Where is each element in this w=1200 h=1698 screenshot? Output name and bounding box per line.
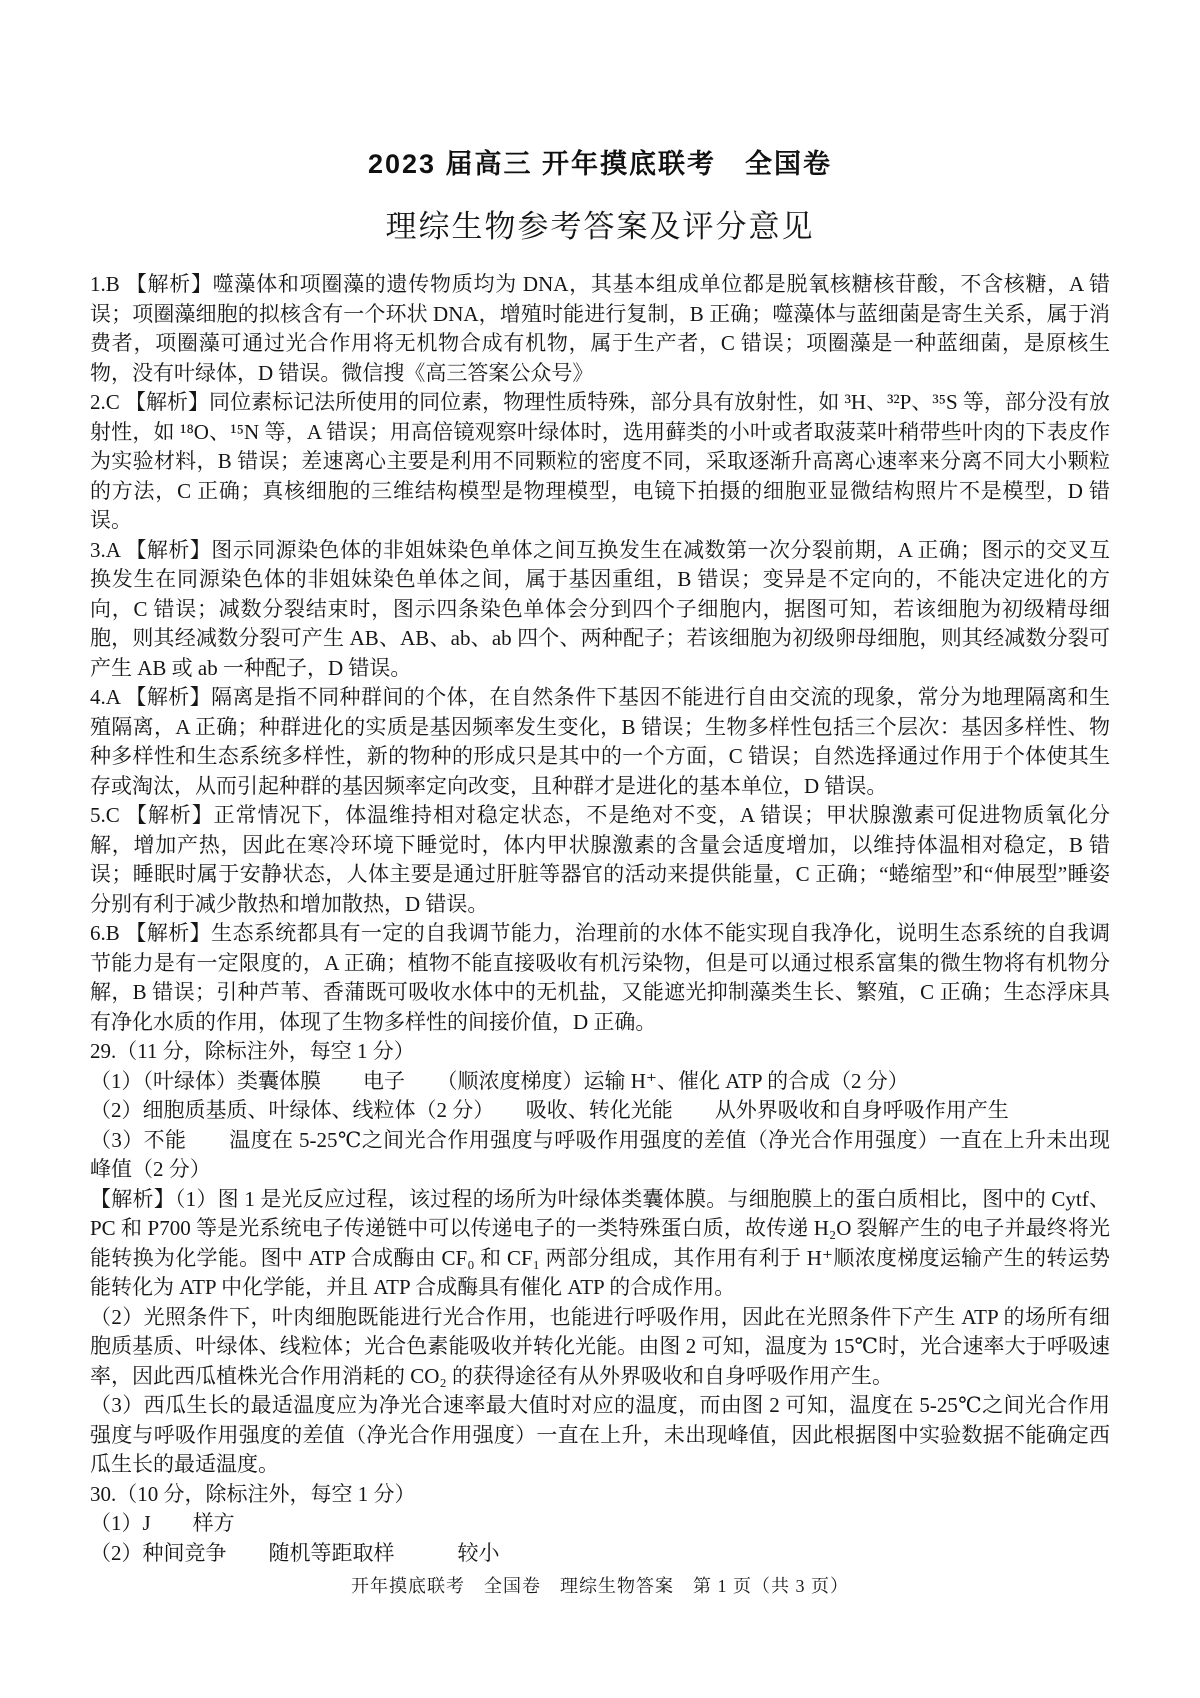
answer-paragraph: （3）西瓜生长的最适温度应为净光合速率最大值时对应的温度，而由图 2 可知，温度在 5-25℃之间光合作用强度与呼吸作用强度的差值（净光合作用强度）一直在上升，未出现峰值，因此根据图中实验数据不能确定西瓜生长的最适温度。 bbox=[90, 1393, 1110, 1476]
answer-paragraph: 29.（11 分，除标注外，每空 1 分） bbox=[90, 1039, 415, 1063]
answer-paragraph: （2）光照条件下，叶肉细胞既能进行光合作用，也能进行呼吸作用，因此在光照条件下产生 ATP 的场所有细胞质基质、叶绿体、线粒体；光合色素能吸收并转化光能。由图 2 可知，温度为 15℃时，光合速率大于呼吸速率，因此西瓜植株光合作用消耗的 CO₂ 的获得途径有从外界吸收和自身呼吸作用产生。 bbox=[90, 1304, 1110, 1388]
answer-key-subtitle: 理综生物参考答案及评分意见 bbox=[385, 209, 815, 244]
answer-paragraph: 3.A 【解析】图示同源染色体的非姐妹染色单体之间互换发生在减数第一次分裂前期，A 正确；图示的交叉互换发生在同源染色体的非姐妹染色单体之间，属于基因重组，B 错误；变异是不定向的，不能决定进化的方向，C 错误；减数分裂结束时，图示四条染色单体会分到四个子细胞内，据图可知，若该细胞为初级精母细胞，则其经减数分裂可产生 AB、AB、ab、ab 四个、两种配子；若该细胞为初级卵母细胞，则其经减数分裂可产生 AB 或 ab 一种配子，D 错误。 bbox=[90, 537, 1110, 680]
answer-paragraph: 2.C 【解析】同位素标记法所使用的同位素，物理性质特殊，部分具有放射性，如 ³H、³²P、³⁵S 等，部分没有放射性，如 ¹⁸O、¹⁵N 等，A 错误；用高倍镜观察叶绿体时，选用藓类的小叶或者取菠菜叶稍带些叶肉的下表皮作为实验材料，B 错误；差速离心主要是利用不同颗粒的密度不同，采取逐渐升高离心速率来分离不同大小颗粒的方法，C 正确；真核细胞的三维结构模型是物理模型，电镜下拍摄的细胞亚显微结构照片不是模型，D 错误。 bbox=[90, 390, 1110, 532]
answer-paragraph: 【解析】（1）图 1 是光反应过程，该过程的场所为叶绿体类囊体膜。与细胞膜上的蛋白质相比，图中的 Cytf、PC 和 P700 等是光系统电子传递链中可以传递电子的一类特殊蛋白质，故传递 H₂O 裂解产生的电子并最终将光能转换为化学能。图中 ATP 合成酶由 CF₀ 和 CF₁ 两部分组成，其作用有利于 H⁺顺浓度梯度运输产生的转运势能转化为 ATP 中化学能，并且 ATP 合成酶具有催化 ATP 的合成作用。 bbox=[90, 1186, 1110, 1299]
answer-paragraph: （1）J 样方 bbox=[90, 1511, 235, 1535]
answer-paragraph: 6.B 【解析】生态系统都具有一定的自我调节能力，治理前的水体不能实现自我净化，说明生态系统的自我调节能力是有一定限度的，A 正确；植物不能直接吸收有机污染物，但是可以通过根系富集的微生物将有机物分解，B 错误；引种芦苇、香蒲既可吸收水体中的无机盐，又能遮光抑制藻类生长、繁殖，C 正确；生态浮床具有净化水质的作用，体现了生物多样性的间接价值，D 正确。 bbox=[90, 921, 1110, 1034]
answer-paragraph: （1）（叶绿体）类囊体膜 电子 （顺浓度梯度）运输 H⁺、催化 ATP 的合成（2 分） bbox=[90, 1068, 909, 1093]
answer-paragraph: （2）种间竞争 随机等距取样 较小 bbox=[90, 1540, 500, 1565]
answer-paragraph: 4.A 【解析】隔离是指不同种群间的个体，在自然条件下基因不能进行自由交流的现象，常分为地理隔离和生殖隔离，A 正确；种群进化的实质是基因频率发生变化，B 错误；生物多样性包括三个层次：基因多样性、物种多样性和生态系统多样性，新的物种的形成只是其中的一个方面，C 错误；自然选择通过作用于个体使其生存或淘汰，从而引起种群的基因频率定向改变，且种群才是进化的基本单位，D 错误。 bbox=[90, 685, 1110, 798]
exam-title: 2023 届高三 开年摸底联考 全国卷 bbox=[367, 149, 833, 179]
answer-paragraph: 5.C 【解析】正常情况下，体温维持相对稳定状态，不是绝对不变，A 错误；甲状腺激素可促进物质氧化分解，增加产热，因此在寒冷环境下睡觉时，体内甲状腺激素的含量会适度增加，以维持体温相对稳定，B 错误；睡眠时属于安静状态，人体主要是通过肝脏等器官的活动来提供能量，C 正确；“蜷缩型”和“伸展型”睡姿分别有利于减少散热和增加散热，D 错误。 bbox=[90, 803, 1110, 916]
answer-paragraph: （2）细胞质基质、叶绿体、线粒体（2 分） 吸收、转化光能 从外界吸收和自身呼吸作用产生 bbox=[90, 1098, 1009, 1122]
page-footer: 开年摸底联考 全国卷 理综生物答案 第 1 页（共 3 页） bbox=[351, 1576, 849, 1596]
answer-paragraph: （3）不能 温度在 5-25℃之间光合作用强度与呼吸作用强度的差值（净光合作用强度）一直在上升未出现峰值（2 分） bbox=[90, 1127, 1110, 1181]
answer-paragraph: 1.B 【解析】噬藻体和项圈藻的遗传物质均为 DNA，其基本组成单位都是脱氧核糖核苷酸，不含核糖，A 错误；项圈藻细胞的拟核含有一个环状 DNA，增殖时能进行复制，B 正确；噬藻体与蓝细菌是寄生关系，属于消费者，项圈藻可通过光合作用将无机物合成有机物，属于生产者，C 错误；项圈藻是一种蓝细菌，是原核生物，没有叶绿体，D 错误。微信搜《高三答案公众号》 bbox=[90, 272, 1110, 385]
answer-paragraph: 30.（10 分，除标注外，每空 1 分） bbox=[90, 1481, 416, 1506]
answer-body bbox=[90, 270, 1110, 1568]
